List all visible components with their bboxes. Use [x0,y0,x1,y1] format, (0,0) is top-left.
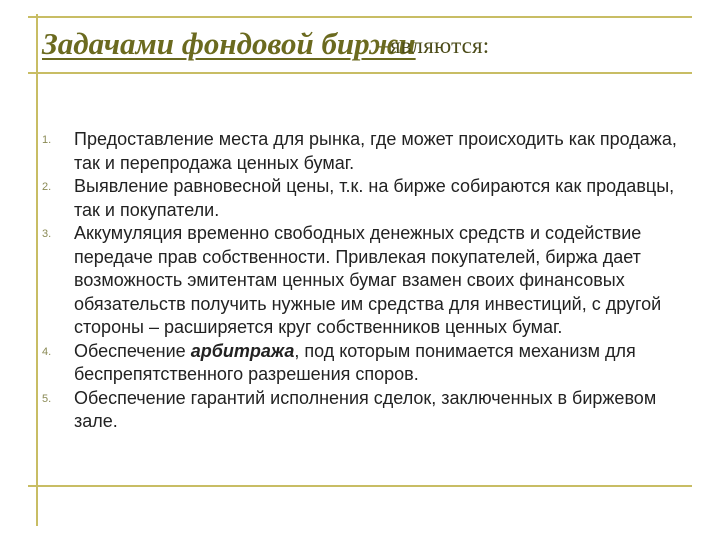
emphasized-term: арбитража [190,340,295,361]
list-item [42,128,682,175]
list-item [42,175,682,222]
slide-title [42,24,692,70]
list-item-text: Предоставление места для рынка, где может происходить как продажа, так и перепродажа ценных бумаг. [74,129,677,173]
list-item [42,340,682,387]
decorative-vertical-rule [36,14,38,526]
list-item-number: 3. [42,228,52,240]
list-item-number: 1. [42,134,52,146]
list-item [42,387,682,434]
list-item-text-start: Обеспечение [74,340,191,361]
list-item-text: Выявление равновесной цены, т.к. на бирже собираются как продавцы, так и покупатели. [74,176,675,220]
task-list [42,128,682,434]
list-item [42,222,682,340]
title-suffix-text: являются: [390,33,490,58]
title-main-text: Задачами фондовой биржи [42,26,416,61]
list-item-text: Аккумуляция временно свободных денежных средств и содействие передаче прав собственности. Привлекая покупателей, биржа дает возможность эмитентам ценных бумаг взамен своих финансовых обязательств получить нужные им средства для инвестиций, с другой стороны – расширяется круг собственников ценных бумаг. [74,223,662,337]
list-item-text [74,340,682,387]
decorative-top-rule [28,16,692,18]
list-item-text: Обеспечение гарантий исполнения сделок, заключенных в биржевом зале. [74,387,657,431]
list-item-number: 4. [42,345,52,358]
list-item-number: 2. [42,181,52,193]
list-item-text-end: , под которым понимается механизм для беспрепятственного разрешения споров. [74,340,636,384]
title-underline-rule [28,72,692,74]
decorative-bottom-rule [28,485,692,487]
list-item-number: 5. [42,392,52,405]
